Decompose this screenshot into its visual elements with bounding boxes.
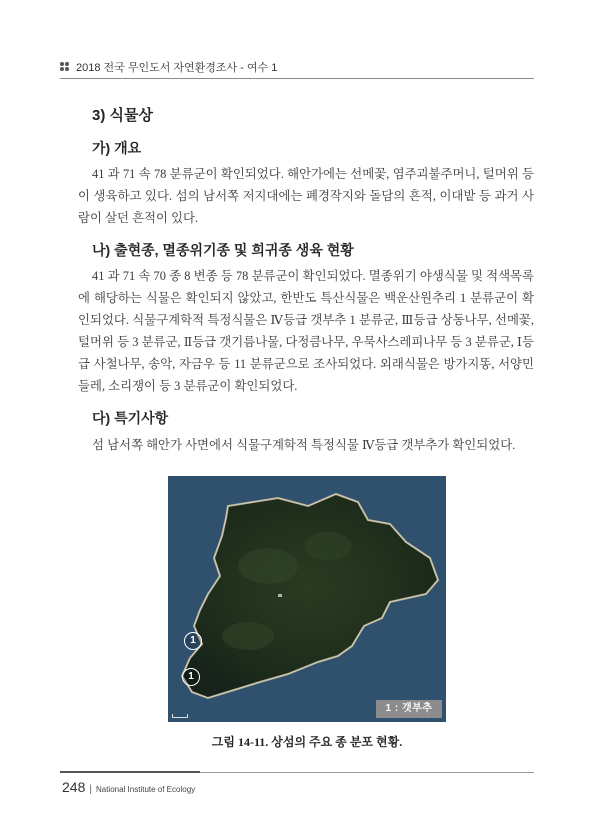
- map-scale-bar: [172, 714, 188, 718]
- figure-caption: 그림 14-11. 상섬의 주요 종 분포 현황.: [211, 735, 403, 749]
- footer-divider-accent: [60, 771, 200, 773]
- subsection-heading-overview: 가) 개요: [92, 140, 142, 156]
- paragraph-overview: 41 과 71 속 78 분류군이 확인되었다. 해안가에는 선메꽃, 염주괴불주머니, 털머위 등이 생육하고 있다. 섬의 남서쪽 저지대에는 폐경작지와 돌담의 흔적, 이대밭 등 과거 사람이 살던 흔적이 있다.: [78, 167, 534, 225]
- island-satellite-image: [168, 476, 446, 722]
- subsection-heading-species: 나) 출현종, 멸종위기종 및 희귀종 생육 현황: [92, 242, 354, 258]
- paragraph-notes: 섬 남서쪽 해안가 사면에서 식물구계학적 특정식물 Ⅳ등급 갯부추가 확인되었다.: [92, 438, 516, 452]
- header-divider: [60, 78, 534, 79]
- header-dots-icon: [60, 62, 72, 72]
- island-map-figure: [168, 476, 446, 722]
- map-legend: 1 : 갯부추: [376, 700, 442, 718]
- page-number: 248: [62, 779, 86, 795]
- paragraph-species: 41 과 71 속 70 종 8 변종 등 78 분류군이 확인되었다. 멸종위기 야생식물 및 적색목록에 해당하는 식물은 확인되지 않았고, 한반도 특산식물은 백운산원추리 1 분류군이 확인되었다. 식물구계학적 특정식물은 Ⅳ등급 갯부추 1 분류군, Ⅲ등급 상동나무, 선메꽃, 털머위 등 3 분류군, Ⅱ등급 갯기름나물, 다정큼나무, 우묵사스레피나무 등 3 분류군, Ⅰ등급 사철나무, 송악, 자금우 등 11 분류군으로 조사되었다. 외래식물은 방가지똥, 서양민들레, 소리쟁이 등 3 분류군이 확인되었다.: [78, 269, 534, 393]
- institution-name: National Institute of Ecology: [95, 785, 196, 794]
- page-footer: [62, 779, 195, 797]
- top-margin: [0, 0, 614, 8]
- species-marker-1: 1: [184, 632, 202, 650]
- footer-separator: |: [89, 784, 92, 795]
- subsection-heading-notes: 다) 특기사항: [92, 410, 169, 426]
- species-marker-2: 1: [182, 668, 200, 686]
- section-heading: 3) 식물상: [92, 107, 153, 124]
- running-header: [60, 58, 540, 76]
- header-title: 2018 전국 무인도서 자연환경조사 - 여수 1: [76, 62, 278, 74]
